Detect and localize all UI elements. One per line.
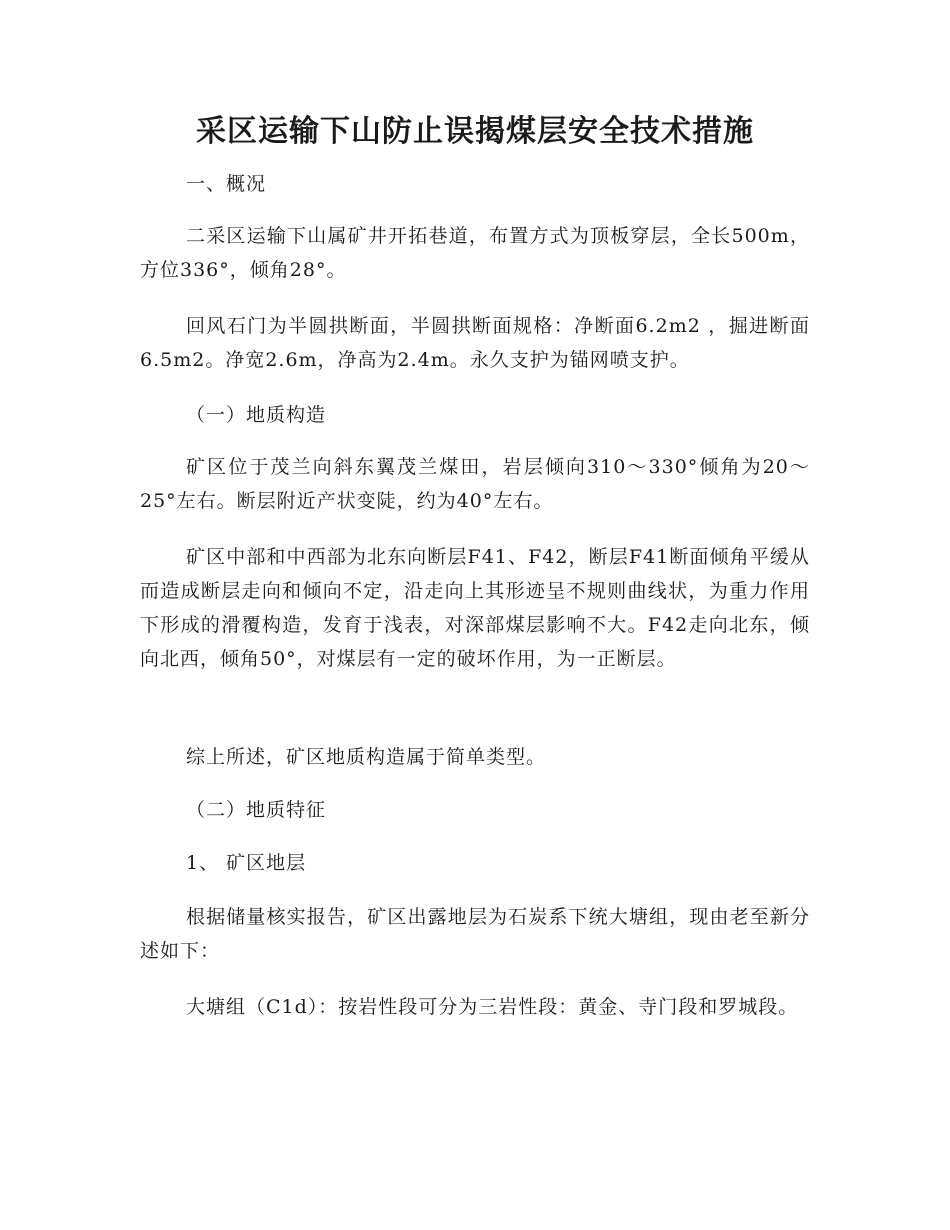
paragraph-strata-report: 根据储量核实报告，矿区出露地层为石炭系下统大塘组，现由老至新分述如下： bbox=[140, 906, 810, 962]
paragraph-tunnel-layout: 二采区运输下山属矿井开拓巷道，布置方式为顶板穿层，全长500m，方位336°，倾角28°。 bbox=[140, 225, 810, 281]
subsection-heading-strata: 1、 矿区地层 bbox=[186, 852, 307, 874]
document-title: 采区运输下山防止误揭煤层安全技术措施 bbox=[196, 114, 754, 149]
paragraph-strata-dip: 矿区位于茂兰向斜东翼茂兰煤田，岩层倾向310～330°倾角为20～25°左右。断层附近产状变陡，约为40°左右。 bbox=[140, 456, 810, 512]
paragraph-datang-formation: 大塘组（C1d）：按岩性段可分为三岩性段：黄金、寺门段和罗城段。 bbox=[186, 996, 799, 1018]
section-heading-geological-features: （二）地质特征 bbox=[186, 799, 327, 821]
paragraph-summary: 综上所述，矿区地质构造属于简单类型。 bbox=[186, 746, 547, 768]
section-heading-geological-structure: （一）地质构造 bbox=[186, 404, 327, 426]
paragraph-faults: 矿区中部和中西部为北东向断层F41、F42，断层F41断面倾角平缓从而造成断层走向和倾向不定，沿走向上其形迹呈不规则曲线状，为重力作用下形成的滑覆构造，发育于浅表，对深部煤层影响不大。F42走向北东，倾向北西，倾角50°，对煤层有一定的破坏作用，为一正断层。 bbox=[140, 546, 810, 670]
paragraph-cross-section: 回风石门为半圆拱断面，半圆拱断面规格：净断面6.2m2 ，掘进断面6.5m2。净宽2.6m，净高为2.4m。永久支护为锚网喷支护。 bbox=[140, 315, 810, 371]
section-heading-overview: 一、概况 bbox=[186, 173, 267, 195]
